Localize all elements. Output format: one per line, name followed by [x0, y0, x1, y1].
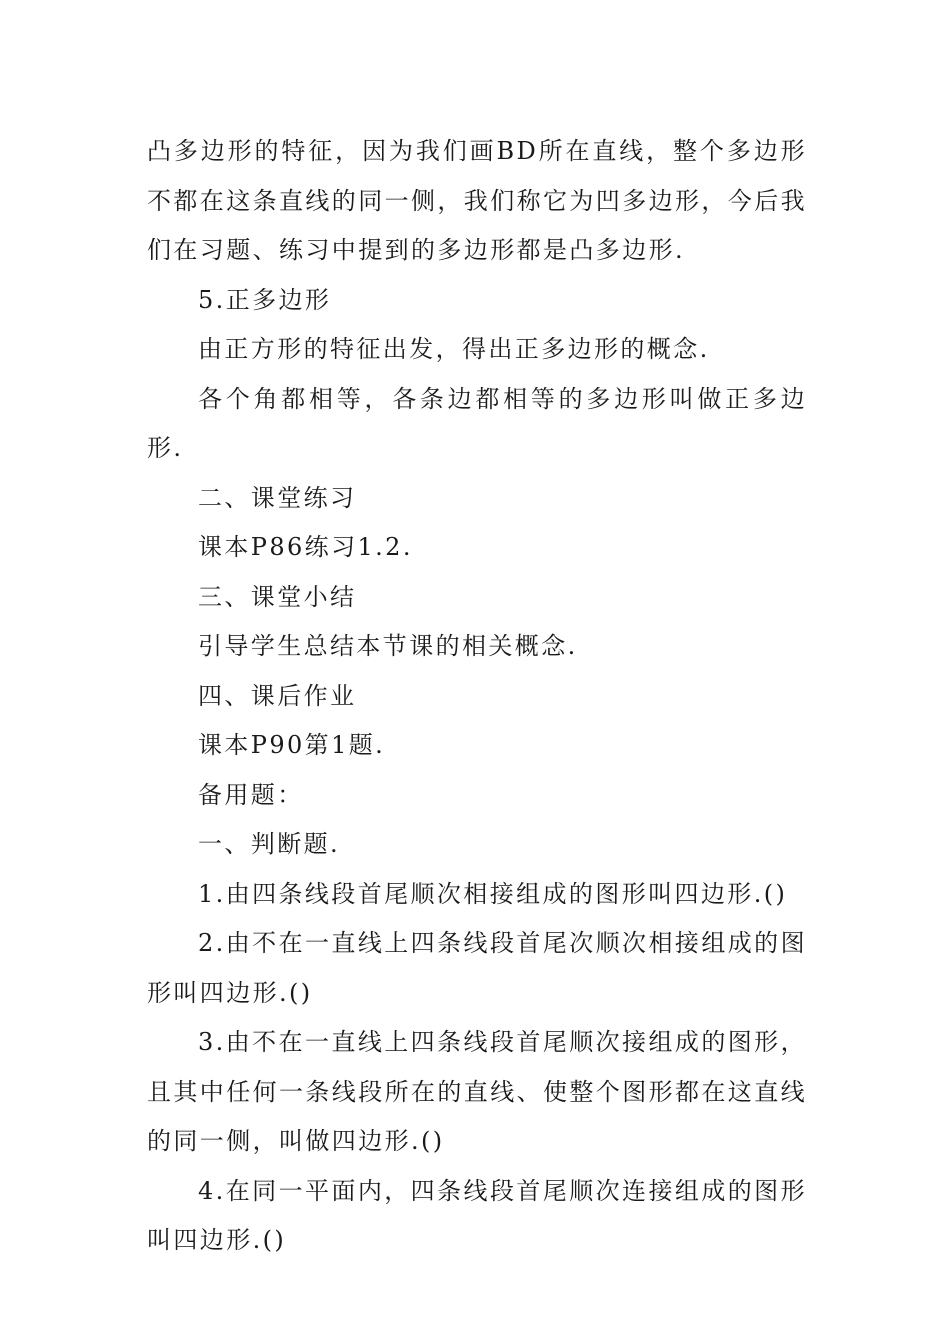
paragraph-convex-polygon-note: 凸多边形的特征，因为我们画BD所在直线，整个多边形不都在这条直线的同一侧，我们称它为凹多边形，今后我们在习题、练习中提到的多边形都是凸多边形. — [147, 137, 807, 264]
paragraph-summary: 引导学生总结本节课的相关概念. — [198, 632, 578, 660]
document-body — [147, 127, 807, 1266]
question-1: 1.由四条线段首尾顺次相接组成的图形叫四边形.() — [198, 879, 788, 908]
paragraph-regular-polygon-definition: 各个角都相等，各条边都相等的多边形叫做正多边形. — [147, 384, 807, 462]
question-4: 4.在同一平面内，四条线段首尾顺次连接组成的图形叫四边形.() — [147, 1176, 807, 1254]
heading-true-false: 一、判断题. — [198, 830, 341, 858]
heading-regular-polygon: 5.正多边形 — [198, 285, 332, 314]
paragraph-homework-reference: 课本P90第1题. — [198, 731, 386, 759]
heading-homework: 四、课后作业 — [198, 681, 357, 710]
heading-backup-questions: 备用题： — [198, 780, 304, 809]
heading-class-summary: 三、课堂小结 — [198, 582, 357, 611]
paragraph-from-square: 由正方形的特征出发，得出正多边形的概念. — [198, 335, 710, 363]
question-3: 3.由不在一直线上四条线段首尾顺次接组成的图形，且其中任何一条线段所在的直线、使整个图形都在这直线的同一侧，叫做四边形.() — [147, 1028, 807, 1155]
heading-class-practice: 二、课堂练习 — [198, 483, 357, 512]
question-2: 2.由不在一直线上四条线段首尾次顺次相接组成的图形叫四边形.() — [147, 929, 807, 1007]
paragraph-practice-reference: 课本P86练习1.2. — [198, 533, 413, 561]
